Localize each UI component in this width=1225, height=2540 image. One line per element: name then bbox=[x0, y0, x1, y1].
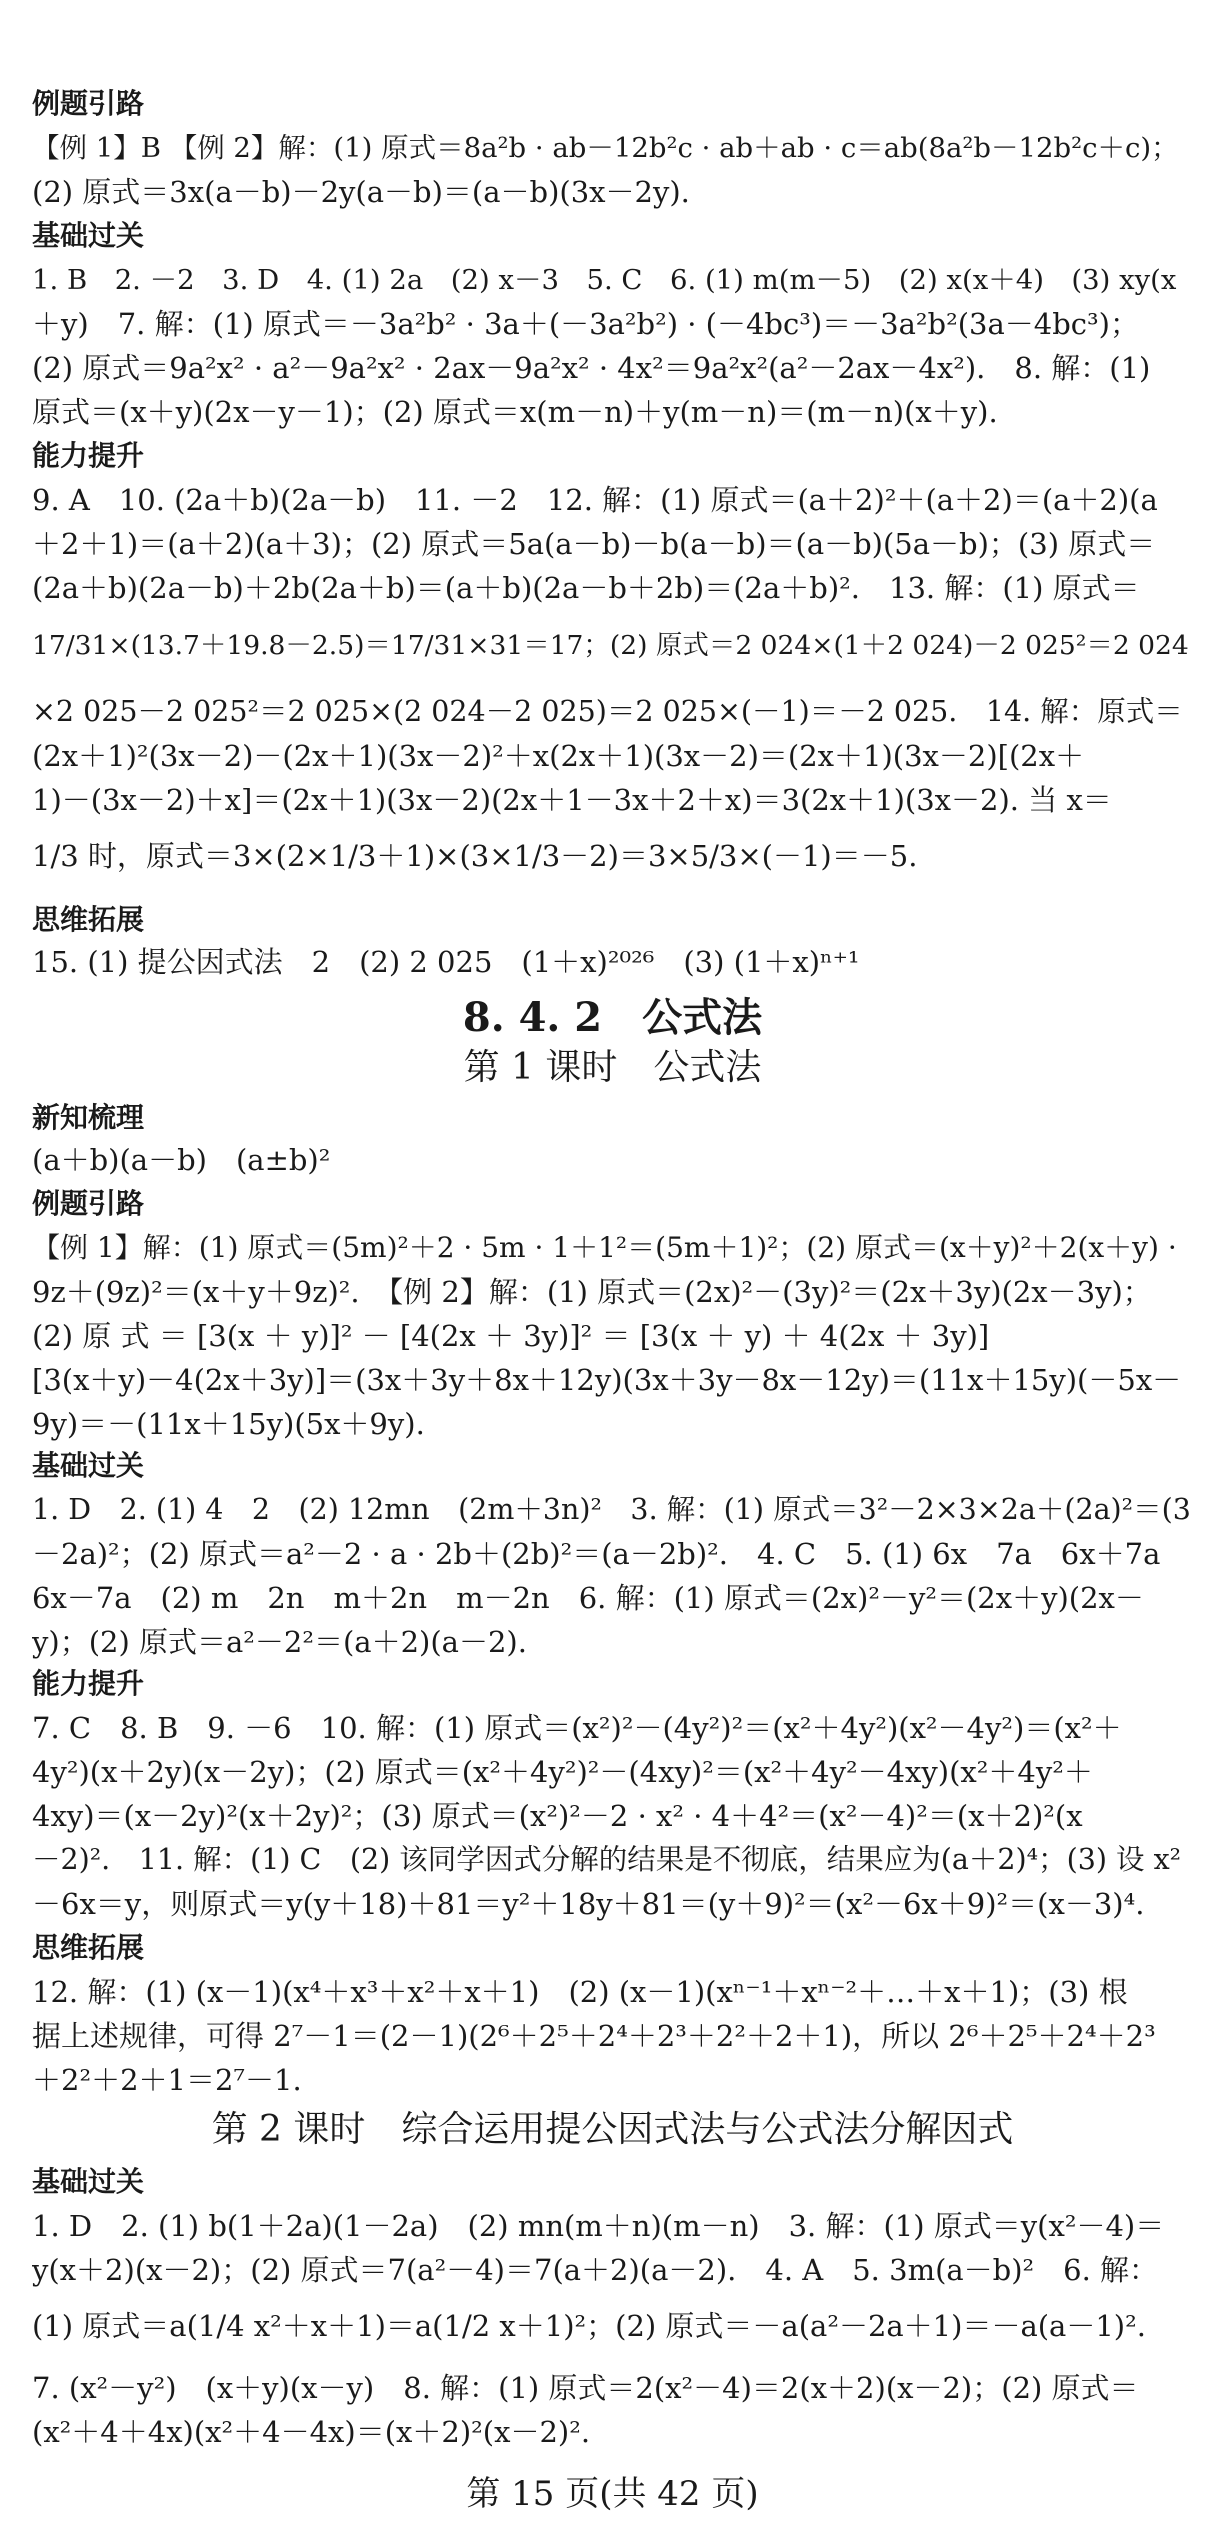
answer-line: (1) 原式＝a(1/4 x²＋x＋1)＝a(1/2 x＋1)²；(2) 原式＝－a(a²－2a＋1)＝－a(a－1)². bbox=[32, 2309, 1146, 2343]
answer-line: 15. (1) 提公因式法 2 (2) 2 025 (1＋x)²⁰²⁶ (3) (1＋x)ⁿ⁺¹ bbox=[32, 945, 860, 979]
lesson-title-2: 第 2 课时 综合运用提公因式法与公式法分解因式 bbox=[211, 2109, 1014, 2150]
lesson-title-1: 第 1 课时 公式法 bbox=[463, 1047, 762, 1088]
answer-line: (x²＋4＋4x)(x²＋4－4x)＝(x＋2)²(x－2)². bbox=[32, 2415, 591, 2449]
answer-line: ＋2＋1)＝(a＋2)(a＋3)；(2) 原式＝5a(a－b)－b(a－b)＝(a－b)(5a－b)；(3) 原式＝ bbox=[32, 527, 1156, 561]
answer-line: (2) 原式＝3x(a－b)－2y(a－b)＝(a－b)(3x－2y). bbox=[32, 175, 690, 209]
section-heading-basics: 基础过关 bbox=[32, 219, 145, 252]
answer-line: 4xy)＝(x－2y)²(x＋2y)²；(3) 原式＝(x²)²－2 · x² · 4＋4²＝(x²－4)²＝(x＋2)²(x bbox=[32, 1799, 1083, 1833]
answer-line: [3(x＋y)－4(2x＋3y)]＝(3x＋3y＋8x＋12y)(3x＋3y－8x－12y)＝(11x＋15y)(－5x－ bbox=[32, 1363, 1182, 1397]
answer-line: ＋y) 7. 解：(1) 原式＝－3a²b² · 3a＋(－3a²b²) · (－4bc³)＝－3a²b²(3a－4bc³)； bbox=[32, 307, 1139, 341]
answer-line: (2x＋1)²(3x－2)－(2x＋1)(3x－2)²＋x(2x＋1)(3x－2)＝(2x＋1)(3x－2)[(2x＋ bbox=[32, 739, 1085, 773]
answer-line: 9. A 10. (2a＋b)(2a－b) 11. －2 12. 解：(1) 原式＝(a＋2)²＋(a＋2)＝(a＋2)(a bbox=[32, 483, 1158, 517]
section-heading-examples: 例题引路 bbox=[32, 1187, 145, 1220]
answer-line: ×2 025－2 025²＝2 025×(2 024－2 025)＝2 025×(－1)＝－2 025. 14. 解：原式＝ bbox=[32, 695, 1183, 728]
answer-line: (2) 原式＝9a²x² · a²－9a²x² · 2ax－9a²x² · 4x²＝9a²x²(a²－2ax－4x²). 8. 解：(1) bbox=[32, 351, 1151, 385]
answer-line: (2) 原 式 ＝ [3(x ＋ y)]² － [4(2x ＋ 3y)]² ＝ [3(x ＋ y) ＋ 4(2x ＋ 3y)] bbox=[32, 1319, 990, 1353]
answer-line: 12. 解：(1) (x－1)(x⁴＋x³＋x²＋x＋1) (2) (x－1)(xⁿ⁻¹＋xⁿ⁻²＋…＋x＋1)；(3) 根 bbox=[32, 1975, 1128, 2009]
answer-line: 7. C 8. B 9. －6 10. 解：(1) 原式＝(x²)²－(4y²)²＝(x²＋4y²)(x²－4y²)＝(x²＋ bbox=[32, 1711, 1122, 1745]
answer-line: 1/3 时，原式＝3×(2×1/3＋1)×(3×1/3－2)＝3×5/3×(－1)＝－5. bbox=[32, 839, 918, 873]
section-heading-new-knowledge: 新知梳理 bbox=[32, 1101, 145, 1134]
answer-line: 4y²)(x＋2y)(x－2y)；(2) 原式＝(x²＋4y²)²－(4xy)²＝(x²＋4y²－4xy)(x²＋4y²＋ bbox=[32, 1755, 1093, 1789]
section-heading-advanced: 能力提升 bbox=[32, 1667, 145, 1700]
answer-line: 1. B 2. －2 3. D 4. (1) 2a (2) x－3 5. C 6. (1) m(m－5) (2) x(x＋4) (3) xy(x bbox=[32, 264, 1177, 296]
answer-line: ＋2²＋2＋1＝2⁷－1. bbox=[32, 2063, 302, 2097]
answer-line: (a＋b)(a－b) (a±b)² bbox=[32, 1143, 331, 1177]
answer-line: 6x－7a (2) m 2n m＋2n m－2n 6. 解：(1) 原式＝(2x)²－y²＝(2x＋y)(2x－ bbox=[32, 1581, 1144, 1615]
answer-line: 据上述规律，可得 2⁷－1＝(2－1)(2⁶＋2⁵＋2⁴＋2³＋2²＋2＋1)，所以 2⁶＋2⁵＋2⁴＋2³ bbox=[32, 2019, 1156, 2053]
answer-line: 17/31×(13.7＋19.8－2.5)＝17/31×31＝17；(2) 原式＝2 024×(1＋2 024)－2 025²＝2 024 bbox=[32, 630, 1189, 661]
answer-line: 1. D 2. (1) 4 2 (2) 12mn (2m＋3n)² 3. 解：(1) 原式＝3²－2×3×2a＋(2a)²＝(3 bbox=[32, 1493, 1191, 1526]
section-heading-advanced: 能力提升 bbox=[32, 439, 145, 472]
answer-line: 1)－(3x－2)＋x]＝(2x＋1)(3x－2)(2x＋1－3x＋2＋x)＝3(2x＋1)(3x－2). 当 x＝ bbox=[32, 783, 1112, 817]
section-heading-extension: 思维拓展 bbox=[32, 1931, 145, 1964]
answer-line: y)；(2) 原式＝a²－2²＝(a＋2)(a－2). bbox=[32, 1625, 527, 1659]
answer-line: 7. (x²－y²) (x＋y)(x－y) 8. 解：(1) 原式＝2(x²－4)＝2(x＋2)(x－2)；(2) 原式＝ bbox=[32, 2371, 1139, 2405]
answer-line: 9z＋(9z)²＝(x＋y＋9z)². 【例 2】解：(1) 原式＝(2x)²－(3y)²＝(2x＋3y)(2x－3y)； bbox=[32, 1275, 1152, 1309]
answer-line: 【例 1】解：(1) 原式＝(5m)²＋2 · 5m · 1＋1²＝(5m＋1)²；(2) 原式＝(x＋y)²＋2(x＋y) · bbox=[32, 1231, 1177, 1264]
section-heading-basics: 基础过关 bbox=[32, 2165, 145, 2198]
answer-line: －2)². 11. 解：(1) C (2) 该同学因式分解的结果是不彻底，结果应为(a＋2)⁴；(3) 设 x² bbox=[32, 1843, 1182, 1876]
answer-line: －2a)²；(2) 原式＝a²－2 · a · 2b＋(2b)²＝(a－2b)². 4. C 5. (1) 6x 7a 6x＋7a bbox=[32, 1537, 1161, 1571]
answer-line: y(x＋2)(x－2)；(2) 原式＝7(a²－4)＝7(a＋2)(a－2). 4. A 5. 3m(a－b)² 6. 解： bbox=[32, 2253, 1159, 2287]
answer-line: 原式＝(x＋y)(2x－y－1)；(2) 原式＝x(m－n)＋y(m－n)＝(m－n)(x＋y). bbox=[32, 395, 998, 429]
section-heading-extension: 思维拓展 bbox=[32, 903, 145, 936]
section-heading-examples: 例题引路 bbox=[32, 87, 145, 120]
section-title: 8. 4. 2 公式法 bbox=[462, 994, 763, 1041]
answer-line: 1. D 2. (1) b(1＋2a)(1－2a) (2) mn(m＋n)(m－n) 3. 解：(1) 原式＝y(x²－4)＝ bbox=[32, 2209, 1165, 2243]
answer-line: 【例 1】B 【例 2】解：(1) 原式＝8a²b · ab－12b²c · ab＋ab · c＝ab(8a²b－12b²c＋c)； bbox=[32, 132, 1179, 164]
page-number-footer: 第 15 页(共 42 页) bbox=[466, 2474, 759, 2514]
answer-line: －6x＝y，则原式＝y(y＋18)＋81＝y²＋18y＋81＝(y＋9)²＝(x²－6x＋9)²＝(x－3)⁴. bbox=[32, 1887, 1145, 1921]
answer-line: 9y)＝－(11x＋15y)(5x＋9y). bbox=[32, 1407, 425, 1441]
section-heading-basics: 基础过关 bbox=[32, 1449, 145, 1482]
answer-line: (2a＋b)(2a－b)＋2b(2a＋b)＝(a＋b)(2a－b＋2b)＝(2a＋b)². 13. 解：(1) 原式＝ bbox=[32, 571, 1140, 605]
